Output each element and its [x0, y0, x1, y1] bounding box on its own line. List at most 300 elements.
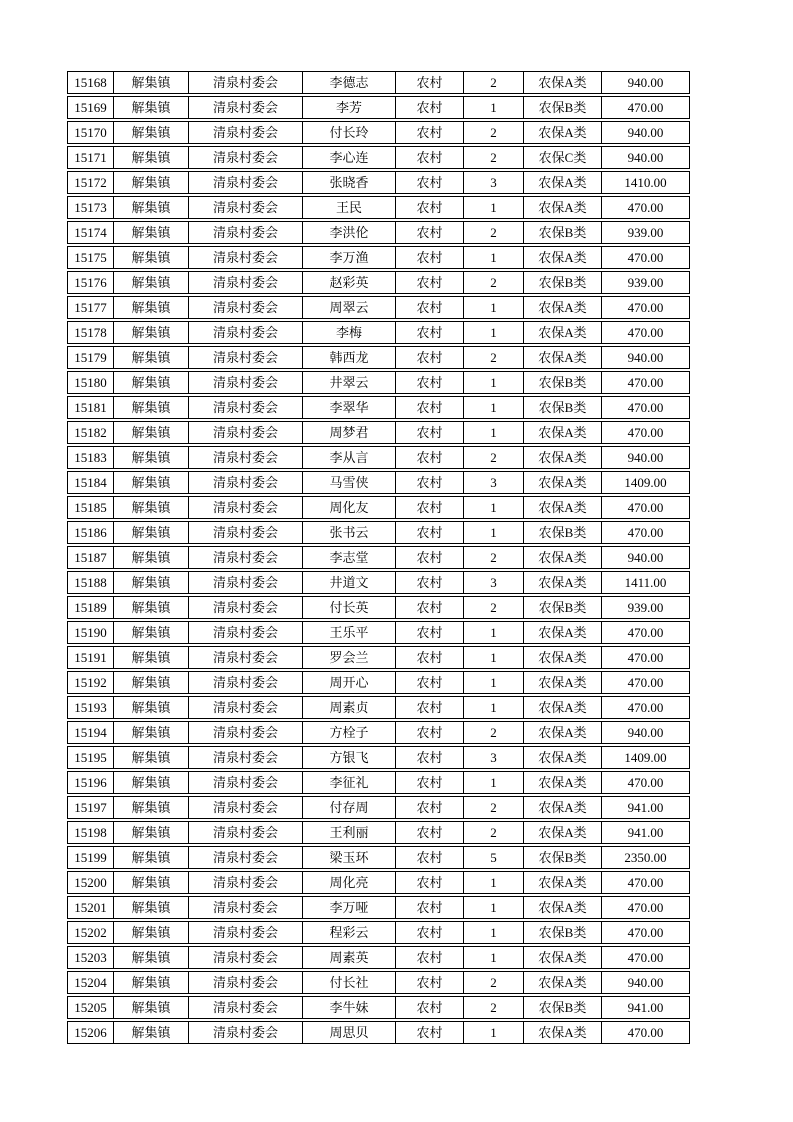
- table-row: [67, 621, 690, 644]
- cell-residence-type: 农村: [395, 221, 463, 244]
- table-row: [67, 646, 690, 669]
- cell-person-count: 2: [463, 346, 523, 369]
- cell-insurance-category: 农保A类: [523, 821, 601, 844]
- cell-residence-type: 农村: [395, 571, 463, 594]
- cell-residence-type: 农村: [395, 96, 463, 119]
- cell-name: 罗会兰: [302, 646, 395, 669]
- cell-village: 清泉村委会: [188, 721, 302, 744]
- cell-residence-type: 农村: [395, 621, 463, 644]
- cell-record-id: 15190: [67, 621, 113, 644]
- cell-name: 张晓香: [302, 171, 395, 194]
- cell-record-id: 15169: [67, 96, 113, 119]
- cell-residence-type: 农村: [395, 496, 463, 519]
- cell-amount: 940.00: [601, 146, 690, 169]
- cell-village: 清泉村委会: [188, 296, 302, 319]
- cell-insurance-category: 农保B类: [523, 96, 601, 119]
- cell-person-count: 2: [463, 146, 523, 169]
- cell-residence-type: 农村: [395, 121, 463, 144]
- cell-village: 清泉村委会: [188, 71, 302, 94]
- cell-person-count: 2: [463, 221, 523, 244]
- cell-village: 清泉村委会: [188, 671, 302, 694]
- cell-residence-type: 农村: [395, 246, 463, 269]
- cell-residence-type: 农村: [395, 596, 463, 619]
- cell-insurance-category: 农保A类: [523, 696, 601, 719]
- cell-town: 解集镇: [113, 321, 188, 344]
- cell-amount: 470.00: [601, 521, 690, 544]
- table-row: [67, 746, 690, 769]
- cell-record-id: 15200: [67, 871, 113, 894]
- cell-town: 解集镇: [113, 721, 188, 744]
- cell-person-count: 2: [463, 796, 523, 819]
- cell-insurance-category: 农保B类: [523, 396, 601, 419]
- cell-insurance-category: 农保A类: [523, 646, 601, 669]
- table-row: [67, 346, 690, 369]
- table-row: [67, 771, 690, 794]
- table-row: [67, 96, 690, 119]
- cell-name: 周素英: [302, 946, 395, 969]
- cell-name: 李德志: [302, 71, 395, 94]
- cell-record-id: 15181: [67, 396, 113, 419]
- cell-insurance-category: 农保A类: [523, 421, 601, 444]
- cell-town: 解集镇: [113, 596, 188, 619]
- cell-insurance-category: 农保B类: [523, 846, 601, 869]
- cell-residence-type: 农村: [395, 471, 463, 494]
- cell-person-count: 1: [463, 696, 523, 719]
- cell-record-id: 15205: [67, 996, 113, 1019]
- cell-insurance-category: 农保A类: [523, 721, 601, 744]
- cell-residence-type: 农村: [395, 646, 463, 669]
- cell-village: 清泉村委会: [188, 921, 302, 944]
- cell-person-count: 2: [463, 271, 523, 294]
- cell-residence-type: 农村: [395, 946, 463, 969]
- cell-town: 解集镇: [113, 296, 188, 319]
- cell-name: 韩西龙: [302, 346, 395, 369]
- table-row: [67, 496, 690, 519]
- cell-name: 李心连: [302, 146, 395, 169]
- cell-insurance-category: 农保A类: [523, 946, 601, 969]
- cell-village: 清泉村委会: [188, 246, 302, 269]
- cell-record-id: 15197: [67, 796, 113, 819]
- cell-person-count: 1: [463, 921, 523, 944]
- cell-name: 井翠云: [302, 371, 395, 394]
- cell-person-count: 1: [463, 671, 523, 694]
- cell-town: 解集镇: [113, 271, 188, 294]
- cell-residence-type: 农村: [395, 296, 463, 319]
- cell-person-count: 2: [463, 721, 523, 744]
- cell-village: 清泉村委会: [188, 396, 302, 419]
- cell-residence-type: 农村: [395, 546, 463, 569]
- cell-name: 付存周: [302, 796, 395, 819]
- cell-village: 清泉村委会: [188, 171, 302, 194]
- cell-record-id: 15185: [67, 496, 113, 519]
- cell-insurance-category: 农保B类: [523, 596, 601, 619]
- cell-record-id: 15175: [67, 246, 113, 269]
- cell-insurance-category: 农保A类: [523, 471, 601, 494]
- cell-amount: 470.00: [601, 496, 690, 519]
- cell-person-count: 3: [463, 746, 523, 769]
- cell-residence-type: 农村: [395, 796, 463, 819]
- cell-name: 李志堂: [302, 546, 395, 569]
- cell-town: 解集镇: [113, 246, 188, 269]
- table-row: [67, 846, 690, 869]
- cell-town: 解集镇: [113, 71, 188, 94]
- cell-town: 解集镇: [113, 421, 188, 444]
- cell-insurance-category: 农保A类: [523, 196, 601, 219]
- cell-record-id: 15202: [67, 921, 113, 944]
- cell-insurance-category: 农保A类: [523, 896, 601, 919]
- cell-residence-type: 农村: [395, 846, 463, 869]
- cell-name: 王乐平: [302, 621, 395, 644]
- table-row: [67, 696, 690, 719]
- cell-amount: 1411.00: [601, 571, 690, 594]
- cell-record-id: 15199: [67, 846, 113, 869]
- table-row: [67, 321, 690, 344]
- cell-residence-type: 农村: [395, 146, 463, 169]
- cell-insurance-category: 农保B类: [523, 221, 601, 244]
- cell-residence-type: 农村: [395, 171, 463, 194]
- cell-town: 解集镇: [113, 471, 188, 494]
- cell-name: 周梦君: [302, 421, 395, 444]
- cell-amount: 470.00: [601, 671, 690, 694]
- table-row: [67, 896, 690, 919]
- cell-insurance-category: 农保A类: [523, 171, 601, 194]
- cell-record-id: 15195: [67, 746, 113, 769]
- cell-name: 李芳: [302, 96, 395, 119]
- cell-name: 李征礼: [302, 771, 395, 794]
- cell-amount: 470.00: [601, 421, 690, 444]
- cell-person-count: 2: [463, 821, 523, 844]
- cell-insurance-category: 农保A类: [523, 296, 601, 319]
- cell-amount: 2350.00: [601, 846, 690, 869]
- cell-village: 清泉村委会: [188, 96, 302, 119]
- cell-amount: 470.00: [601, 1021, 690, 1044]
- cell-town: 解集镇: [113, 946, 188, 969]
- cell-record-id: 15201: [67, 896, 113, 919]
- table-row: [67, 821, 690, 844]
- cell-insurance-category: 农保A类: [523, 971, 601, 994]
- cell-village: 清泉村委会: [188, 496, 302, 519]
- cell-person-count: 1: [463, 896, 523, 919]
- cell-record-id: 15176: [67, 271, 113, 294]
- cell-record-id: 15189: [67, 596, 113, 619]
- cell-insurance-category: 农保A类: [523, 246, 601, 269]
- cell-town: 解集镇: [113, 921, 188, 944]
- cell-name: 王利丽: [302, 821, 395, 844]
- cell-town: 解集镇: [113, 171, 188, 194]
- cell-person-count: 2: [463, 546, 523, 569]
- table-row: [67, 721, 690, 744]
- cell-amount: 940.00: [601, 721, 690, 744]
- cell-name: 张书云: [302, 521, 395, 544]
- cell-town: 解集镇: [113, 546, 188, 569]
- cell-village: 清泉村委会: [188, 1021, 302, 1044]
- cell-residence-type: 农村: [395, 396, 463, 419]
- cell-amount: 939.00: [601, 221, 690, 244]
- cell-town: 解集镇: [113, 871, 188, 894]
- cell-residence-type: 农村: [395, 346, 463, 369]
- cell-amount: 941.00: [601, 996, 690, 1019]
- cell-insurance-category: 农保A类: [523, 621, 601, 644]
- cell-amount: 940.00: [601, 121, 690, 144]
- cell-residence-type: 农村: [395, 896, 463, 919]
- cell-name: 马雪侠: [302, 471, 395, 494]
- cell-amount: 470.00: [601, 371, 690, 394]
- cell-insurance-category: 农保A类: [523, 321, 601, 344]
- cell-amount: 470.00: [601, 921, 690, 944]
- cell-town: 解集镇: [113, 821, 188, 844]
- cell-person-count: 5: [463, 846, 523, 869]
- cell-name: 付长社: [302, 971, 395, 994]
- cell-person-count: 1: [463, 521, 523, 544]
- cell-village: 清泉村委会: [188, 121, 302, 144]
- cell-town: 解集镇: [113, 396, 188, 419]
- table-row: [67, 671, 690, 694]
- cell-town: 解集镇: [113, 496, 188, 519]
- cell-village: 清泉村委会: [188, 146, 302, 169]
- cell-name: 周化亮: [302, 871, 395, 894]
- table-row: [67, 971, 690, 994]
- cell-name: 王民: [302, 196, 395, 219]
- cell-residence-type: 农村: [395, 371, 463, 394]
- table-row: [67, 171, 690, 194]
- table-body: [67, 71, 690, 1044]
- cell-insurance-category: 农保A类: [523, 71, 601, 94]
- cell-record-id: 15191: [67, 646, 113, 669]
- cell-town: 解集镇: [113, 771, 188, 794]
- cell-person-count: 1: [463, 496, 523, 519]
- cell-amount: 470.00: [601, 396, 690, 419]
- cell-amount: 941.00: [601, 796, 690, 819]
- table-row: [67, 146, 690, 169]
- cell-village: 清泉村委会: [188, 771, 302, 794]
- cell-record-id: 15178: [67, 321, 113, 344]
- cell-name: 周开心: [302, 671, 395, 694]
- cell-record-id: 15179: [67, 346, 113, 369]
- cell-town: 解集镇: [113, 971, 188, 994]
- cell-village: 清泉村委会: [188, 446, 302, 469]
- cell-record-id: 15206: [67, 1021, 113, 1044]
- table-row: [67, 446, 690, 469]
- cell-person-count: 2: [463, 71, 523, 94]
- cell-village: 清泉村委会: [188, 996, 302, 1019]
- cell-village: 清泉村委会: [188, 621, 302, 644]
- cell-person-count: 1: [463, 296, 523, 319]
- cell-village: 清泉村委会: [188, 196, 302, 219]
- cell-village: 清泉村委会: [188, 471, 302, 494]
- cell-person-count: 1: [463, 246, 523, 269]
- table-row: [67, 471, 690, 494]
- cell-record-id: 15172: [67, 171, 113, 194]
- cell-village: 清泉村委会: [188, 546, 302, 569]
- table-row: [67, 196, 690, 219]
- cell-person-count: 1: [463, 771, 523, 794]
- cell-name: 方银飞: [302, 746, 395, 769]
- cell-residence-type: 农村: [395, 521, 463, 544]
- cell-residence-type: 农村: [395, 446, 463, 469]
- table-row: [67, 996, 690, 1019]
- cell-amount: 940.00: [601, 346, 690, 369]
- cell-town: 解集镇: [113, 121, 188, 144]
- cell-town: 解集镇: [113, 746, 188, 769]
- cell-insurance-category: 农保A类: [523, 496, 601, 519]
- cell-record-id: 15171: [67, 146, 113, 169]
- table-row: [67, 296, 690, 319]
- cell-person-count: 1: [463, 96, 523, 119]
- cell-town: 解集镇: [113, 996, 188, 1019]
- table-row: [67, 796, 690, 819]
- cell-town: 解集镇: [113, 621, 188, 644]
- cell-village: 清泉村委会: [188, 696, 302, 719]
- cell-name: 程彩云: [302, 921, 395, 944]
- cell-village: 清泉村委会: [188, 371, 302, 394]
- cell-name: 付长英: [302, 596, 395, 619]
- cell-town: 解集镇: [113, 696, 188, 719]
- table-row: [67, 246, 690, 269]
- cell-record-id: 15170: [67, 121, 113, 144]
- cell-insurance-category: 农保B类: [523, 271, 601, 294]
- cell-record-id: 15203: [67, 946, 113, 969]
- cell-person-count: 1: [463, 621, 523, 644]
- cell-record-id: 15186: [67, 521, 113, 544]
- cell-person-count: 1: [463, 371, 523, 394]
- cell-person-count: 3: [463, 571, 523, 594]
- cell-name: 周思贝: [302, 1021, 395, 1044]
- cell-amount: 470.00: [601, 771, 690, 794]
- cell-amount: 1410.00: [601, 171, 690, 194]
- cell-amount: 1409.00: [601, 471, 690, 494]
- cell-town: 解集镇: [113, 896, 188, 919]
- cell-name: 井道文: [302, 571, 395, 594]
- cell-name: 李牛妹: [302, 996, 395, 1019]
- cell-name: 李万渔: [302, 246, 395, 269]
- cell-amount: 470.00: [601, 946, 690, 969]
- cell-person-count: 1: [463, 871, 523, 894]
- cell-residence-type: 农村: [395, 971, 463, 994]
- cell-amount: 940.00: [601, 71, 690, 94]
- cell-insurance-category: 农保B类: [523, 996, 601, 1019]
- table-row: [67, 396, 690, 419]
- cell-record-id: 15198: [67, 821, 113, 844]
- cell-insurance-category: 农保A类: [523, 346, 601, 369]
- cell-person-count: 3: [463, 471, 523, 494]
- cell-insurance-category: 农保A类: [523, 671, 601, 694]
- cell-amount: 940.00: [601, 546, 690, 569]
- cell-name: 李梅: [302, 321, 395, 344]
- cell-name: 李翠华: [302, 396, 395, 419]
- cell-insurance-category: 农保A类: [523, 546, 601, 569]
- table-row: [67, 596, 690, 619]
- cell-village: 清泉村委会: [188, 596, 302, 619]
- cell-person-count: 2: [463, 596, 523, 619]
- cell-person-count: 2: [463, 446, 523, 469]
- cell-village: 清泉村委会: [188, 946, 302, 969]
- cell-village: 清泉村委会: [188, 221, 302, 244]
- insurance-roster-table: [67, 69, 690, 1046]
- cell-record-id: 15182: [67, 421, 113, 444]
- cell-residence-type: 农村: [395, 1021, 463, 1044]
- cell-amount: 470.00: [601, 871, 690, 894]
- cell-residence-type: 农村: [395, 321, 463, 344]
- cell-name: 李万哑: [302, 896, 395, 919]
- cell-town: 解集镇: [113, 446, 188, 469]
- cell-town: 解集镇: [113, 796, 188, 819]
- cell-person-count: 1: [463, 946, 523, 969]
- cell-residence-type: 农村: [395, 821, 463, 844]
- cell-record-id: 15183: [67, 446, 113, 469]
- cell-village: 清泉村委会: [188, 871, 302, 894]
- cell-name: 方栓子: [302, 721, 395, 744]
- cell-village: 清泉村委会: [188, 896, 302, 919]
- cell-insurance-category: 农保C类: [523, 146, 601, 169]
- cell-person-count: 2: [463, 971, 523, 994]
- cell-insurance-category: 农保A类: [523, 1021, 601, 1044]
- table-row: [67, 546, 690, 569]
- cell-record-id: 15188: [67, 571, 113, 594]
- cell-record-id: 15196: [67, 771, 113, 794]
- cell-amount: 470.00: [601, 296, 690, 319]
- cell-amount: 470.00: [601, 696, 690, 719]
- cell-record-id: 15187: [67, 546, 113, 569]
- table-row: [67, 221, 690, 244]
- cell-person-count: 1: [463, 196, 523, 219]
- cell-village: 清泉村委会: [188, 271, 302, 294]
- cell-residence-type: 农村: [395, 271, 463, 294]
- table-row: [67, 946, 690, 969]
- table-row: [67, 521, 690, 544]
- cell-town: 解集镇: [113, 96, 188, 119]
- cell-name: 付长玲: [302, 121, 395, 144]
- cell-insurance-category: 农保A类: [523, 571, 601, 594]
- cell-residence-type: 农村: [395, 921, 463, 944]
- cell-residence-type: 农村: [395, 996, 463, 1019]
- cell-person-count: 2: [463, 996, 523, 1019]
- cell-person-count: 1: [463, 321, 523, 344]
- cell-amount: 941.00: [601, 821, 690, 844]
- cell-amount: 470.00: [601, 896, 690, 919]
- cell-village: 清泉村委会: [188, 421, 302, 444]
- cell-village: 清泉村委会: [188, 346, 302, 369]
- cell-residence-type: 农村: [395, 746, 463, 769]
- cell-record-id: 15192: [67, 671, 113, 694]
- cell-amount: 939.00: [601, 271, 690, 294]
- cell-village: 清泉村委会: [188, 646, 302, 669]
- cell-town: 解集镇: [113, 1021, 188, 1044]
- cell-name: 周素贞: [302, 696, 395, 719]
- cell-town: 解集镇: [113, 196, 188, 219]
- cell-amount: 939.00: [601, 596, 690, 619]
- cell-amount: 470.00: [601, 246, 690, 269]
- table-row: [67, 121, 690, 144]
- cell-amount: 470.00: [601, 196, 690, 219]
- cell-name: 周化友: [302, 496, 395, 519]
- table-row: [67, 271, 690, 294]
- cell-insurance-category: 农保A类: [523, 746, 601, 769]
- cell-residence-type: 农村: [395, 771, 463, 794]
- cell-person-count: 1: [463, 646, 523, 669]
- cell-town: 解集镇: [113, 846, 188, 869]
- cell-village: 清泉村委会: [188, 846, 302, 869]
- cell-insurance-category: 农保B类: [523, 921, 601, 944]
- cell-record-id: 15184: [67, 471, 113, 494]
- cell-residence-type: 农村: [395, 196, 463, 219]
- cell-insurance-category: 农保A类: [523, 796, 601, 819]
- cell-record-id: 15173: [67, 196, 113, 219]
- table-row: [67, 921, 690, 944]
- cell-town: 解集镇: [113, 571, 188, 594]
- cell-town: 解集镇: [113, 346, 188, 369]
- cell-record-id: 15177: [67, 296, 113, 319]
- cell-village: 清泉村委会: [188, 321, 302, 344]
